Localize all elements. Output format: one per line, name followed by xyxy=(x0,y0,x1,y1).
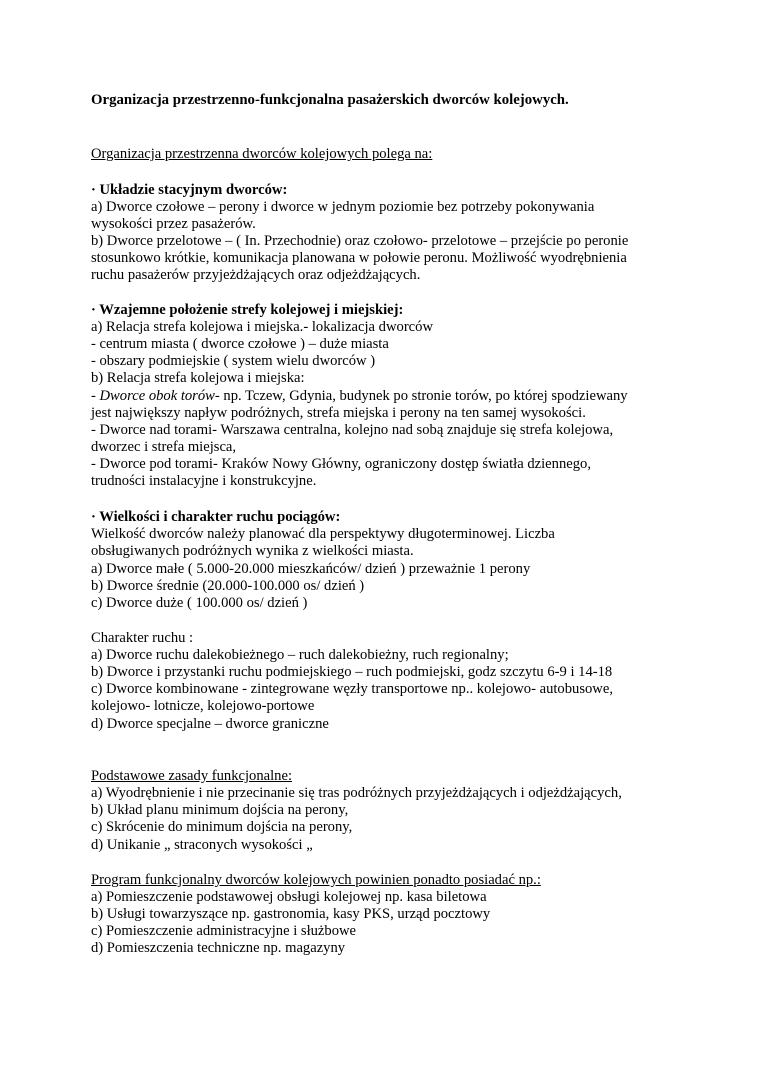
text-line: c) Dworce kombinowane - zintegrowane węzły transportowe np.. kolejowo- autobusowe, xyxy=(91,681,613,697)
section-heading: Podstawowe zasady funkcjonalne: xyxy=(91,768,293,784)
text-line: jest największy napływ podróżnych, strefa miejska i perony na ten samej wysokości. xyxy=(91,405,586,421)
italic-term: - Dworce obok torów xyxy=(91,388,215,404)
text-line: kolejowo- lotnicze, kolejowo-portowe xyxy=(91,698,315,714)
text-line: a) Relacja strefa kolejowa i miejska.- lokalizacja dworców xyxy=(91,319,433,335)
text-line: b) Usługi towarzyszące np. gastronomia, kasy PKS, urząd pocztowy xyxy=(91,906,491,922)
text-line: dworzec i strefa miejsca, xyxy=(91,439,237,455)
text-line: d) Pomieszczenia techniczne np. magazyny xyxy=(91,940,346,956)
text-line: a) Dworce małe ( 5.000-20.000 mieszkańców/ dzień ) przeważnie 1 perony xyxy=(91,561,531,577)
text-line: a) Dworce czołowe – perony i dworce w jednym poziomie bez potrzeby pokonywania xyxy=(91,199,595,215)
text-line: - obszary podmiejskie ( system wielu dworców ) xyxy=(91,353,376,369)
subsection-heading: · Układzie stacyjnym dworców: xyxy=(91,182,288,198)
text-line: - Dworce nad torami- Warszawa centralna, kolejno nad sobą znajduje się strefa kolejowa, xyxy=(91,422,614,438)
text-line: - Dworce pod torami- Kraków Nowy Główny, ograniczony dostęp światła dziennego, xyxy=(91,456,591,472)
text-line: wysokości przez pasażerów. xyxy=(91,216,256,232)
subsection-heading: · Wielkości i charakter ruchu pociągów: xyxy=(91,509,341,525)
text-line: b) Układ planu minimum dojścia na perony, xyxy=(91,802,349,818)
text-line: b) Dworce przelotowe – ( In. Przechodnie) oraz czołowo- przelotowe – przejście po peronie xyxy=(91,233,629,249)
text-line: b) Dworce średnie (20.000-100.000 os/ dzień ) xyxy=(91,578,365,594)
text-line: c) Skrócenie do minimum dojścia na perony, xyxy=(91,819,353,835)
text-line: stosunkowo krótkie, komunikacja planowana w połowie peronu. Możliwość wyodrębnienia xyxy=(91,250,627,266)
text-line: - centrum miasta ( dworce czołowe ) – duże miasta xyxy=(91,336,389,352)
section-heading: Organizacja przestrzenna dworców kolejowych polega na: xyxy=(91,146,433,162)
text-line: trudności instalacyjne i konstrukcyjne. xyxy=(91,473,317,489)
text-rest: - np. Tczew, Gdynia, budynek po stronie torów, po której spodziewany xyxy=(214,388,628,404)
text-line: b) Relacja strefa kolejowa i miejska: xyxy=(91,370,305,386)
text-line: d) Unikanie „ straconych wysokości „ xyxy=(91,837,313,853)
text-line: b) Dworce i przystanki ruchu podmiejskiego – ruch podmiejski, godz szczytu 6-9 i 14-18 xyxy=(91,664,613,680)
text-line: a) Dworce ruchu dalekobieżnego – ruch dalekobieżny, ruch regionalny; xyxy=(91,647,509,663)
text-line: a) Pomieszczenie podstawowej obsługi kolejowej np. kasa biletowa xyxy=(91,889,487,905)
text-line: c) Pomieszczenie administracyjne i służbowe xyxy=(91,923,357,939)
text-line xyxy=(91,388,628,405)
section-heading: Program funkcjonalny dworców kolejowych powinien ponadto posiadać np.: xyxy=(91,872,541,888)
text-line: d) Dworce specjalne – dworce graniczne xyxy=(91,716,329,732)
text-line: Wielkość dworców należy planować dla perspektywy długoterminowej. Liczba xyxy=(91,526,555,542)
text-line: a) Wyodrębnienie i nie przecinanie się tras podróżnych przyjeżdżających i odjeżdżających, xyxy=(91,785,622,801)
text-line: c) Dworce duże ( 100.000 os/ dzień ) xyxy=(91,595,308,611)
subsection-heading: · Wzajemne położenie strefy kolejowej i miejskiej: xyxy=(91,302,404,318)
document-title: Organizacja przestrzenno-funkcjonalna pasażerskich dworców kolejowych. xyxy=(91,92,569,108)
text-line: ruchu pasażerów przyjeżdżających oraz odjeżdżających. xyxy=(91,267,421,283)
text-line: obsługiwanych podróżnych wynika z wielkości miasta. xyxy=(91,543,414,559)
subsection-heading: Charakter ruchu : xyxy=(91,630,194,646)
